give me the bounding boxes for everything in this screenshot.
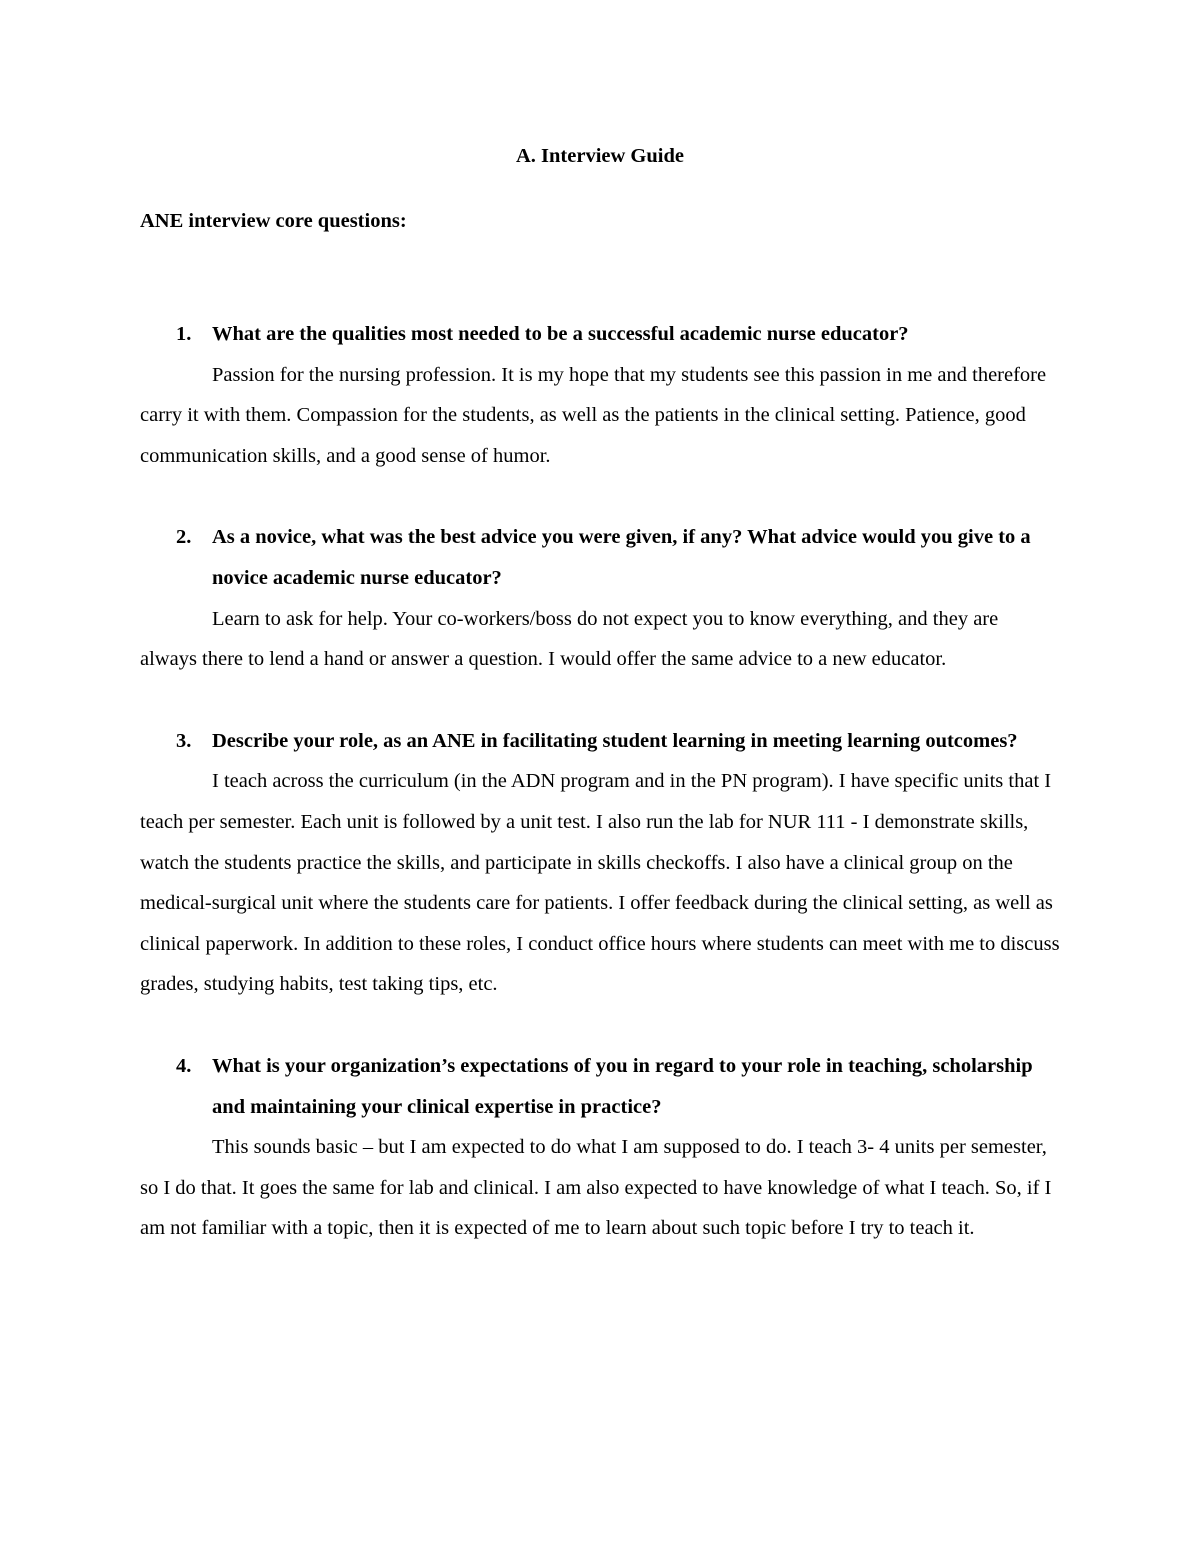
question-number: 2. [176, 526, 192, 549]
document-title: A. Interview Guide [516, 145, 684, 167]
question-text: As a novice, what was the best advice you were given, if any? What advice would you give to a novice academic nurse educator? [212, 526, 1031, 589]
question-3 [140, 721, 1060, 762]
question-2 [140, 517, 1060, 598]
question-item-4 [140, 1046, 1060, 1249]
question-number: 3. [176, 729, 192, 752]
question-item-3 [140, 721, 1060, 1005]
answer-2: Learn to ask for help. Your co-workers/boss do not expect you to know everything, and they are always there to lend a hand or answer a question. I would offer the same advice to a new educator. [140, 607, 999, 671]
question-1 [140, 314, 1060, 355]
question-number: 4. [176, 1054, 192, 1077]
question-text: Describe your role, as an ANE in facilitating student learning in meeting learning outcomes? [212, 729, 1018, 752]
question-item-1 [140, 314, 1060, 476]
question-4 [140, 1046, 1060, 1127]
question-list [140, 314, 1060, 1249]
core-questions-heading: ANE interview core questions: [140, 210, 407, 232]
answer-3: I teach across the curriculum (in the ADN program and in the PN program). I have specific units that I teach per semester. Each unit is followed by a unit test. I also run the lab for NUR 111 - I demonstrate skills, watch the students practice the skills, and participate in skills checkoffs. I also have a clinical group on the medical-surgical unit where the students care for patients. I offer feedback during the clinical setting, as well as clinical paperwork. In addition to these roles, I conduct office hours where students can meet with me to discuss grades, studying habits, test taking tips, etc. [140, 770, 1060, 996]
answer-1: Passion for the nursing profession. It is my hope that my students see this passion in me and therefore carry it with them. Compassion for the students, as well as the patients in the clinical setting. Patience, good communication skills, and a good sense of humor. [140, 363, 1047, 467]
question-text: What is your organization’s expectations of you in regard to your role in teaching, scholarship and maintaining your clinical expertise in practice? [212, 1054, 1033, 1118]
question-item-2 [140, 517, 1060, 679]
answer-4: This sounds basic – but I am expected to do what I am supposed to do. I teach 3- 4 units per semester, so I do that. It goes the same for lab and clinical. I am also expected to have knowledge of what I teach. So, if I am not familiar with a topic, then it is expected of me to learn about such topic before I try to teach it. [140, 1136, 1052, 1240]
question-number: 1. [176, 323, 192, 345]
question-text: What are the qualities most needed to be a successful academic nurse educator? [212, 323, 909, 345]
document-body [140, 140, 1060, 1249]
